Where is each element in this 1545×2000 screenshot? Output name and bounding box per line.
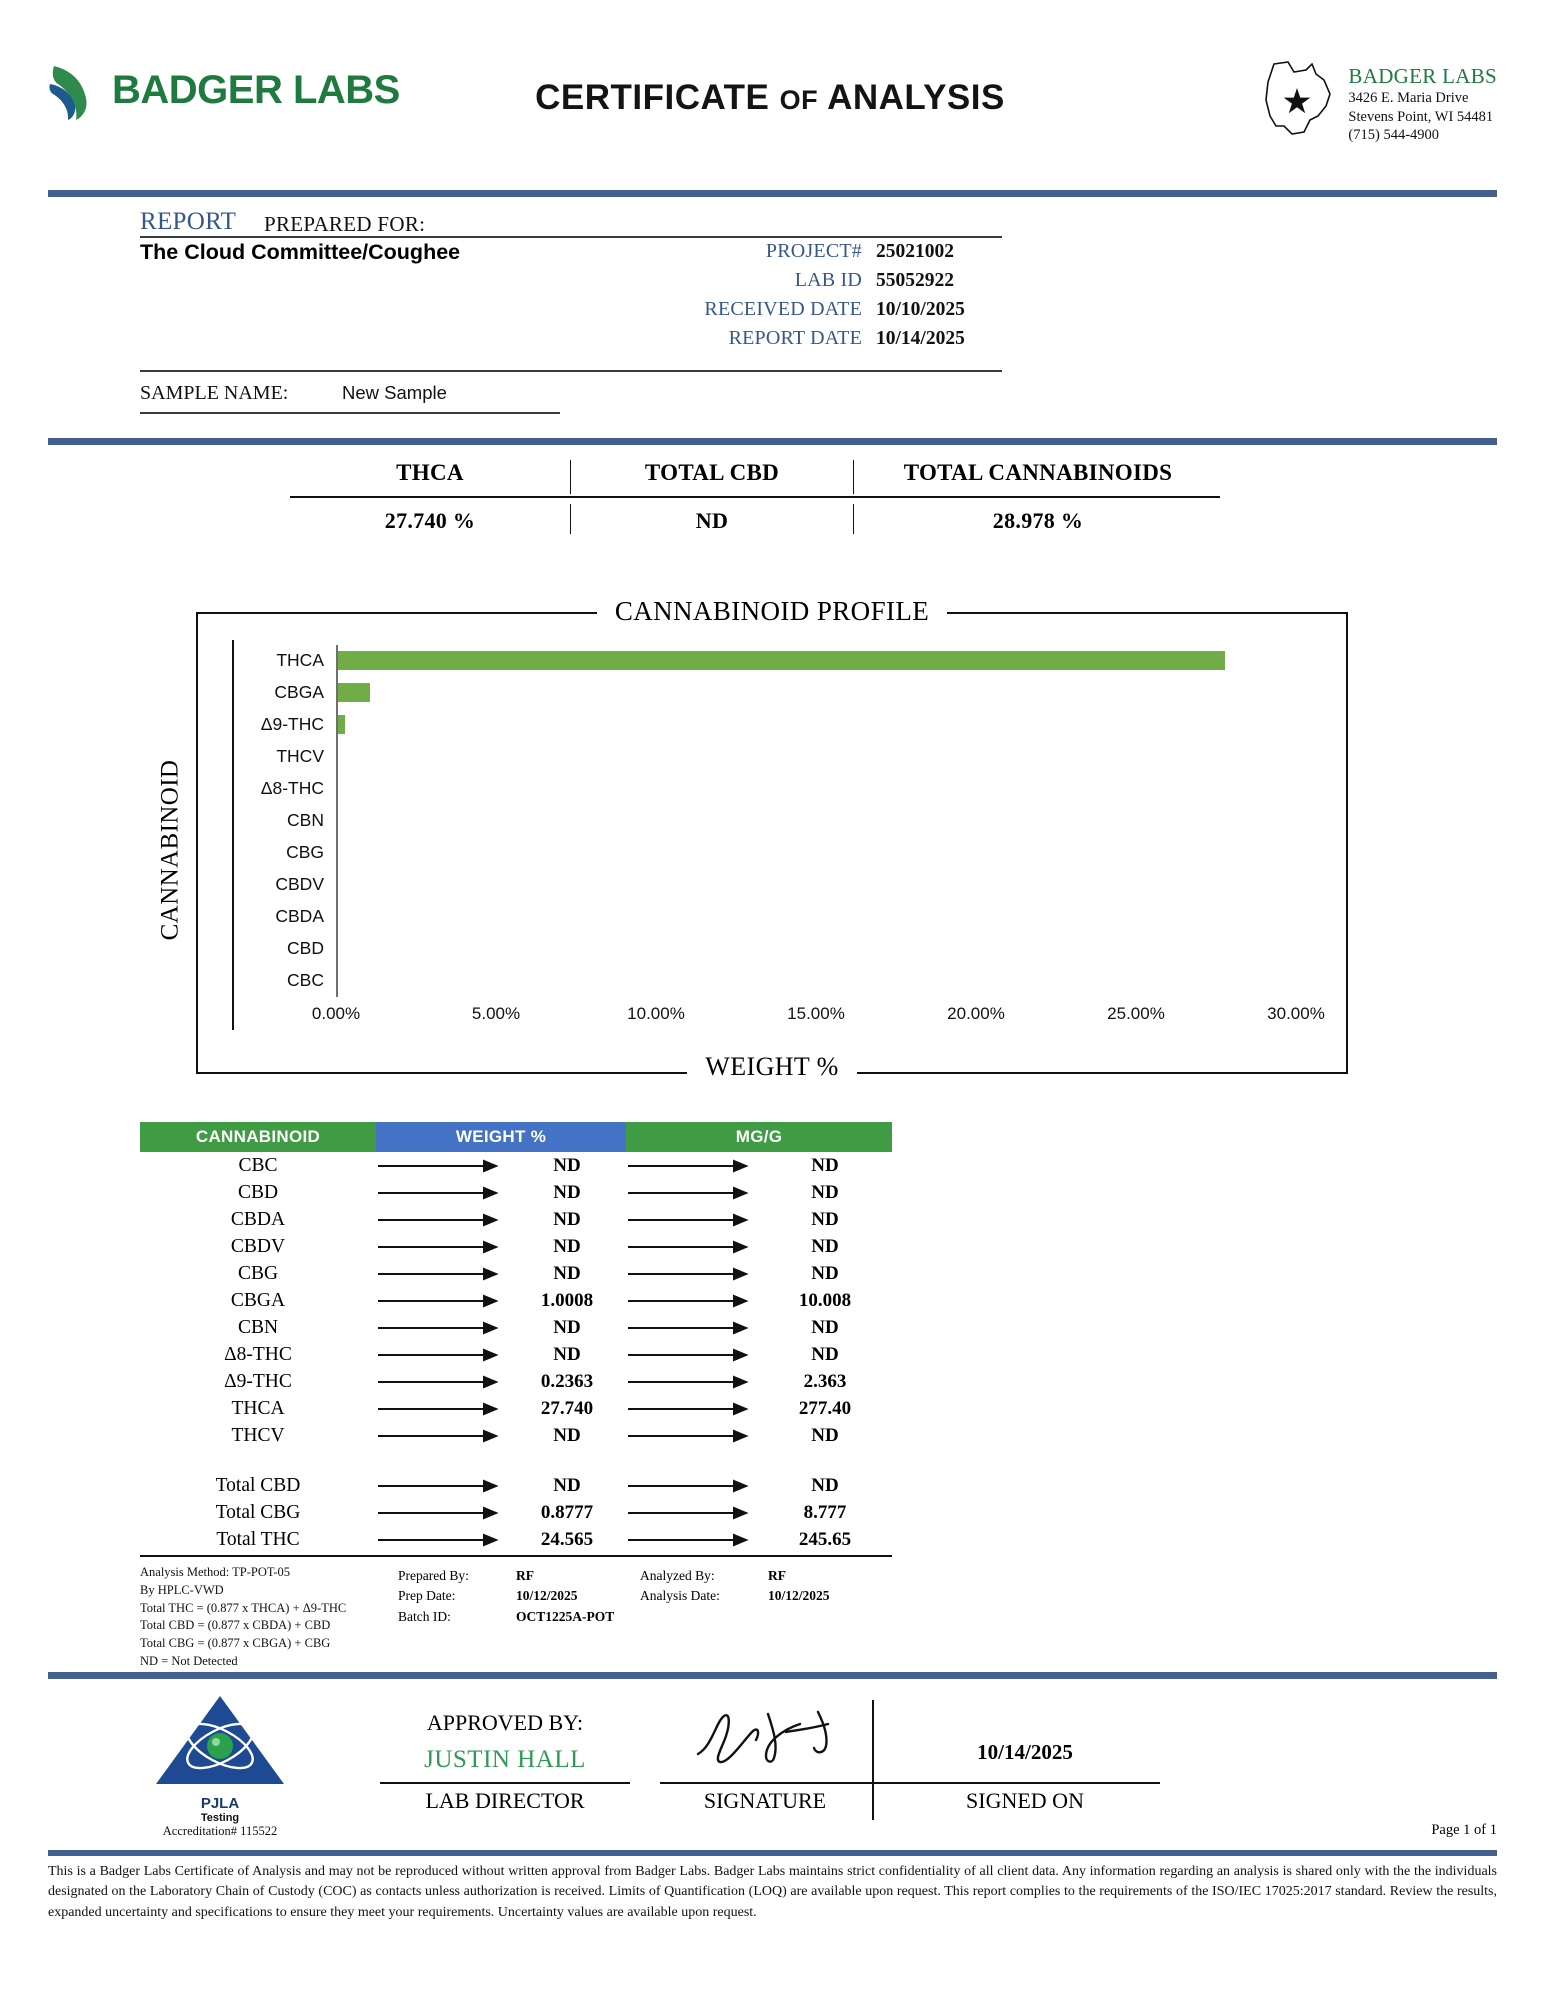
note-total-cbg-formula: Total CBG = (0.877 x CBGA) + CBG xyxy=(140,1636,331,1650)
chart-bar xyxy=(338,651,1226,670)
result-weight: 27.740 xyxy=(540,1397,594,1419)
title-main: CERTIFICATE xyxy=(535,78,770,117)
table-row xyxy=(140,1287,892,1314)
table-row xyxy=(140,1179,892,1206)
result-mgg: 277.40 xyxy=(798,1397,852,1419)
meta-value-project: 25021002 xyxy=(876,241,954,262)
batch-id-value: OCT1225A-POT xyxy=(516,1608,615,1624)
results-header-mgg: MG/G xyxy=(626,1122,892,1152)
note-instrument: By HPLC-VWD xyxy=(140,1582,224,1597)
arrow-icon xyxy=(376,1293,508,1309)
summary-value-thca: 27.740 % xyxy=(384,508,476,533)
arrow-cell xyxy=(626,1478,758,1494)
summary-header-total-cbd: TOTAL CBD xyxy=(570,460,853,494)
lab-address-block xyxy=(1254,60,1497,145)
meta-label-project: PROJECT# xyxy=(765,240,862,262)
page-number: Page 1 of 1 xyxy=(1431,1822,1497,1838)
result-mgg: ND xyxy=(811,1154,839,1176)
result-name: Total CBG xyxy=(215,1501,301,1523)
chart-bar-row xyxy=(286,837,1296,869)
result-name: CBN xyxy=(237,1316,279,1338)
result-name: CBDA xyxy=(230,1208,286,1230)
preparation-info xyxy=(398,1566,614,1627)
leaf-icon xyxy=(48,58,102,122)
meta-row-labid xyxy=(640,269,965,298)
badger-labs-logo xyxy=(48,58,400,122)
analysis-date-value: 10/12/2025 xyxy=(768,1588,830,1604)
prep-date-row xyxy=(398,1586,614,1606)
arrow-cell xyxy=(376,1478,508,1494)
analyzed-by-row xyxy=(640,1566,830,1586)
chart-x-tick: 0.00% xyxy=(311,1004,361,1023)
table-row xyxy=(140,1395,892,1422)
summary-header-thca: THCA xyxy=(396,460,464,485)
arrow-icon xyxy=(626,1185,758,1201)
result-weight: ND xyxy=(553,1424,581,1446)
arrow-cell xyxy=(626,1239,758,1255)
meta-value-received: 10/10/2025 xyxy=(876,299,965,320)
summary-value-row xyxy=(290,504,1220,534)
arrow-icon xyxy=(626,1158,758,1174)
divider-sample-top xyxy=(140,370,1002,372)
chart-bar xyxy=(338,683,370,702)
arrow-cell xyxy=(376,1239,508,1255)
results-spacer xyxy=(140,1449,892,1472)
result-mgg: 2.363 xyxy=(803,1370,847,1392)
result-mgg: ND xyxy=(811,1316,839,1338)
arrow-cell xyxy=(626,1212,758,1228)
result-mgg: 10.008 xyxy=(798,1289,852,1311)
arrow-cell xyxy=(626,1293,758,1309)
batch-id-label: Batch ID: xyxy=(398,1608,451,1624)
approver-divider xyxy=(380,1782,630,1784)
prepared-by-label: Prepared By: xyxy=(398,1568,469,1583)
chart-title: CANNABINOID PROFILE xyxy=(597,596,947,626)
meta-row-received xyxy=(640,298,965,327)
arrow-icon xyxy=(626,1428,758,1444)
arrow-icon xyxy=(376,1239,508,1255)
prep-date-label: Prep Date: xyxy=(398,1588,456,1604)
chart-x-tick-labels xyxy=(311,1004,1325,1028)
result-mgg: ND xyxy=(811,1343,839,1365)
pjla-label: PJLA xyxy=(200,1795,240,1812)
pjla-accreditation-block xyxy=(140,1692,300,1839)
result-name: Total THC xyxy=(216,1528,300,1550)
result-weight: ND xyxy=(553,1343,581,1365)
arrow-cell xyxy=(626,1320,758,1336)
chart-x-tick: 20.00% xyxy=(947,1004,1005,1023)
result-name: THCV xyxy=(231,1424,285,1446)
table-row xyxy=(140,1526,892,1553)
table-row xyxy=(140,1368,892,1395)
chart-bar-label: CBGA xyxy=(274,682,324,702)
analyzed-by-value: RF xyxy=(768,1568,786,1583)
footer-disclaimer: This is a Badger Labs Certificate of Analysis and may not be reproduced without written approval from Badger Labs. Badger Labs maintains strict confidentiality of all client data. Any information regarding an analysis is shared only with the the individuals designated on the Laboratory Chain of Custody (COC) as contacts unless authorization is received. Limits of Quantification (LOQ) are available upon request. This report complies to the requirements of the ISO/IEC 17025:2017 standard. Review the results, expanded uncertainty and specifications to ensure they meet your requirements. Uncertainty values are available upon request. xyxy=(48,1864,1497,1920)
arrow-icon xyxy=(626,1293,758,1309)
table-row xyxy=(140,1472,892,1499)
lab-name: BADGER LABS xyxy=(1348,64,1497,88)
result-mgg: ND xyxy=(811,1208,839,1230)
meta-row-project xyxy=(640,240,965,269)
lab-address-line-1: 3426 E. Maria Drive xyxy=(1348,90,1469,106)
analysis-notes xyxy=(140,1564,346,1671)
note-total-thc-formula: Total THC = (0.877 x THCA) + Δ9-THC xyxy=(140,1600,347,1615)
table-row xyxy=(140,1260,892,1287)
note-total-cbd-formula: Total CBD = (0.877 x CBDA) + CBD xyxy=(140,1618,331,1633)
results-body xyxy=(140,1152,892,1449)
chart-bar-label: CBC xyxy=(287,970,324,990)
results-bottom-divider xyxy=(140,1555,892,1557)
result-weight: ND xyxy=(553,1235,581,1257)
chart-xlabel-wrap xyxy=(196,1052,1348,1082)
signature-divider xyxy=(660,1782,1160,1784)
result-weight: ND xyxy=(553,1316,581,1338)
chart-bar-row xyxy=(260,709,1296,741)
result-weight: 1.0008 xyxy=(540,1289,594,1311)
arrow-cell xyxy=(626,1266,758,1282)
report-meta-table xyxy=(640,240,965,356)
arrow-icon xyxy=(376,1401,508,1417)
wisconsin-map-icon xyxy=(1254,60,1340,138)
divider-top xyxy=(48,190,1497,197)
divider-footer xyxy=(48,1850,1497,1856)
meta-label-received: RECEIVED DATE xyxy=(704,298,862,320)
arrow-icon xyxy=(376,1374,508,1390)
title-of: OF xyxy=(779,85,819,115)
arrow-cell xyxy=(376,1374,508,1390)
signed-on-label: SIGNED ON xyxy=(966,1788,1084,1813)
prepared-for-label: PREPARED FOR: xyxy=(264,212,426,236)
arrow-cell xyxy=(376,1401,508,1417)
lab-phone: (715) 544-4900 xyxy=(1348,127,1440,144)
signed-on-date: 10/14/2025 xyxy=(977,1740,1073,1764)
arrow-icon xyxy=(626,1532,758,1548)
result-weight: 0.8777 xyxy=(540,1501,594,1523)
arrow-icon xyxy=(376,1347,508,1363)
arrow-icon xyxy=(376,1320,508,1336)
chart-bar-label: CBG xyxy=(286,842,324,862)
batch-id-row xyxy=(398,1607,614,1627)
summary-value-total-cbd: ND xyxy=(570,504,853,534)
result-mgg: ND xyxy=(811,1424,839,1446)
divider-client xyxy=(140,236,1002,238)
chart-bar xyxy=(338,715,346,734)
results-header-weight: WEIGHT % xyxy=(376,1122,626,1152)
arrow-cell xyxy=(376,1505,508,1521)
page-header xyxy=(0,50,1545,170)
summary-divider xyxy=(290,496,1220,498)
result-weight: ND xyxy=(553,1154,581,1176)
arrow-icon xyxy=(376,1212,508,1228)
chart-bar-row xyxy=(274,677,1296,709)
arrow-cell xyxy=(626,1185,758,1201)
chart-bar-row xyxy=(275,869,1296,901)
arrow-cell xyxy=(376,1347,508,1363)
divider-summary xyxy=(48,438,1497,445)
chart-x-tick: 15.00% xyxy=(787,1004,845,1023)
chart-x-tick: 30.00% xyxy=(1267,1004,1325,1023)
chart-ylabel: CANNABINOID xyxy=(150,760,190,941)
arrow-icon xyxy=(376,1478,508,1494)
analysis-date-label: Analysis Date: xyxy=(640,1588,720,1604)
result-weight: 0.2363 xyxy=(540,1370,594,1392)
table-row xyxy=(140,1233,892,1260)
arrow-icon xyxy=(626,1401,758,1417)
client-name: The Cloud Committee/Coughee xyxy=(140,240,461,264)
chart-x-tick: 5.00% xyxy=(471,1004,521,1023)
results-totals xyxy=(140,1472,892,1553)
chart-bar-label: Δ8-THC xyxy=(260,778,324,798)
result-mgg: ND xyxy=(811,1181,839,1203)
arrow-icon xyxy=(626,1347,758,1363)
result-mgg: ND xyxy=(811,1262,839,1284)
chart-bar-label: CBDV xyxy=(275,874,324,894)
arrow-icon xyxy=(376,1532,508,1548)
arrow-cell xyxy=(626,1401,758,1417)
chart-bar-label: CBDA xyxy=(275,906,324,926)
lab-address-line-2: Stevens Point, WI 54481 xyxy=(1348,108,1494,125)
chart-bar-row xyxy=(287,805,1296,837)
pjla-logo-icon xyxy=(150,1692,290,1788)
signature-icon xyxy=(690,1702,860,1772)
arrow-cell xyxy=(626,1532,758,1548)
arrow-icon xyxy=(376,1428,508,1444)
arrow-cell xyxy=(376,1320,508,1336)
arrow-cell xyxy=(376,1266,508,1282)
table-row xyxy=(140,1152,892,1179)
lab-director-label: LAB DIRECTOR xyxy=(425,1788,585,1813)
arrow-icon xyxy=(626,1505,758,1521)
arrow-icon xyxy=(376,1266,508,1282)
analysis-date-row xyxy=(640,1586,830,1606)
result-name: CBC xyxy=(238,1154,278,1176)
page-title xyxy=(460,78,1080,118)
meta-row-reportdate xyxy=(640,327,965,356)
results-header-cannabinoid: CANNABINOID xyxy=(140,1122,376,1152)
arrow-cell xyxy=(376,1428,508,1444)
summary-value-total-cannabinoids: 28.978 % xyxy=(853,504,1222,534)
chart-title-wrap xyxy=(196,596,1348,627)
arrow-cell xyxy=(376,1185,508,1201)
arrow-cell xyxy=(626,1374,758,1390)
meta-value-reportdate: 10/14/2025 xyxy=(876,328,965,349)
result-mgg: ND xyxy=(811,1474,839,1496)
note-nd-definition: ND = Not Detected xyxy=(140,1653,238,1668)
arrow-cell xyxy=(626,1347,758,1363)
chart-x-tick: 25.00% xyxy=(1107,1004,1165,1023)
chart-bar-row xyxy=(260,773,1296,805)
report-word: REPORT xyxy=(140,208,237,235)
arrow-icon xyxy=(626,1374,758,1390)
result-mgg: ND xyxy=(811,1235,839,1257)
result-mgg: 8.777 xyxy=(803,1501,847,1523)
arrow-cell xyxy=(376,1293,508,1309)
signature-label: SIGNATURE xyxy=(703,1788,827,1813)
prep-date-value: 10/12/2025 xyxy=(516,1588,578,1604)
arrow-cell xyxy=(626,1505,758,1521)
chart-bar-row xyxy=(287,933,1296,965)
summary-header-row xyxy=(290,460,1220,494)
approver-name: JUSTIN HALL xyxy=(424,1746,586,1773)
arrow-icon xyxy=(626,1239,758,1255)
arrow-icon xyxy=(626,1478,758,1494)
result-name: Δ8-THC xyxy=(224,1343,292,1365)
arrow-cell xyxy=(376,1158,508,1174)
pjla-sublabel: Testing xyxy=(200,1812,240,1824)
summary-table xyxy=(290,460,1220,540)
divider-approval xyxy=(48,1672,1497,1679)
table-row xyxy=(140,1422,892,1449)
arrow-cell xyxy=(376,1532,508,1548)
divider-sample-bottom xyxy=(140,412,560,414)
result-name: CBGA xyxy=(230,1289,286,1311)
result-mgg: 245.65 xyxy=(798,1528,852,1550)
chart-xlabel: WEIGHT % xyxy=(687,1052,856,1081)
result-weight: 24.565 xyxy=(540,1528,594,1550)
approved-by-label: APPROVED BY: xyxy=(426,1710,584,1735)
meta-value-labid: 55052922 xyxy=(876,270,954,291)
prepared-by-row xyxy=(398,1566,614,1586)
analyzed-by-label: Analyzed By: xyxy=(640,1568,715,1583)
table-row xyxy=(140,1341,892,1368)
signature-vertical-divider xyxy=(872,1700,874,1820)
result-name: CBG xyxy=(237,1262,279,1284)
note-method: Analysis Method: TP-POT-05 xyxy=(140,1565,291,1579)
chart-plot-area xyxy=(260,645,1296,997)
results-table xyxy=(140,1122,892,1553)
result-name: Total CBD xyxy=(215,1474,301,1496)
sample-name-value: New Sample xyxy=(342,382,447,403)
chart-bar-label: CBN xyxy=(287,810,324,830)
arrow-icon xyxy=(376,1158,508,1174)
arrow-icon xyxy=(376,1505,508,1521)
arrow-icon xyxy=(376,1185,508,1201)
chart-bar-label: THCA xyxy=(276,650,324,670)
arrow-icon xyxy=(626,1320,758,1336)
summary-header-total-cannabinoids: TOTAL CANNABINOIDS xyxy=(853,460,1222,494)
logo-wordmark: BADGER LABS xyxy=(112,67,400,112)
chart-bar-label: Δ9-THC xyxy=(260,714,324,734)
title-end: ANALYSIS xyxy=(827,78,1005,117)
arrow-icon xyxy=(626,1266,758,1282)
result-weight: ND xyxy=(553,1181,581,1203)
pjla-accreditation-number: Accreditation# 115522 xyxy=(162,1824,278,1838)
chart-bar-row xyxy=(287,965,1296,997)
arrow-icon xyxy=(626,1212,758,1228)
table-row xyxy=(140,1314,892,1341)
chart-bar-label: THCV xyxy=(276,746,324,766)
arrow-cell xyxy=(376,1212,508,1228)
chart-bar-row xyxy=(276,741,1296,773)
chart-bar-row xyxy=(276,645,1296,677)
chart-y-axis-bracket xyxy=(232,640,234,1030)
chart-x-tick: 10.00% xyxy=(627,1004,685,1023)
result-name: CBDV xyxy=(230,1235,286,1257)
result-name: THCA xyxy=(231,1397,285,1419)
meta-label-labid: LAB ID xyxy=(794,269,862,291)
result-weight: ND xyxy=(553,1474,581,1496)
table-row xyxy=(140,1499,892,1526)
chart-bar-row xyxy=(275,901,1296,933)
analysis-info xyxy=(640,1566,830,1607)
result-name: CBD xyxy=(237,1181,279,1203)
sample-name-label: SAMPLE NAME: xyxy=(140,382,289,404)
result-name: Δ9-THC xyxy=(224,1370,292,1392)
chart-ylabel-wrap xyxy=(155,700,185,1000)
chart-bar-label: CBD xyxy=(287,938,324,958)
prepared-by-value: RF xyxy=(516,1568,534,1583)
results-header-row xyxy=(140,1122,892,1152)
meta-label-reportdate: REPORT DATE xyxy=(728,327,862,349)
result-weight: ND xyxy=(553,1208,581,1230)
arrow-cell xyxy=(626,1428,758,1444)
result-weight: ND xyxy=(553,1262,581,1284)
arrow-cell xyxy=(626,1158,758,1174)
table-row xyxy=(140,1206,892,1233)
